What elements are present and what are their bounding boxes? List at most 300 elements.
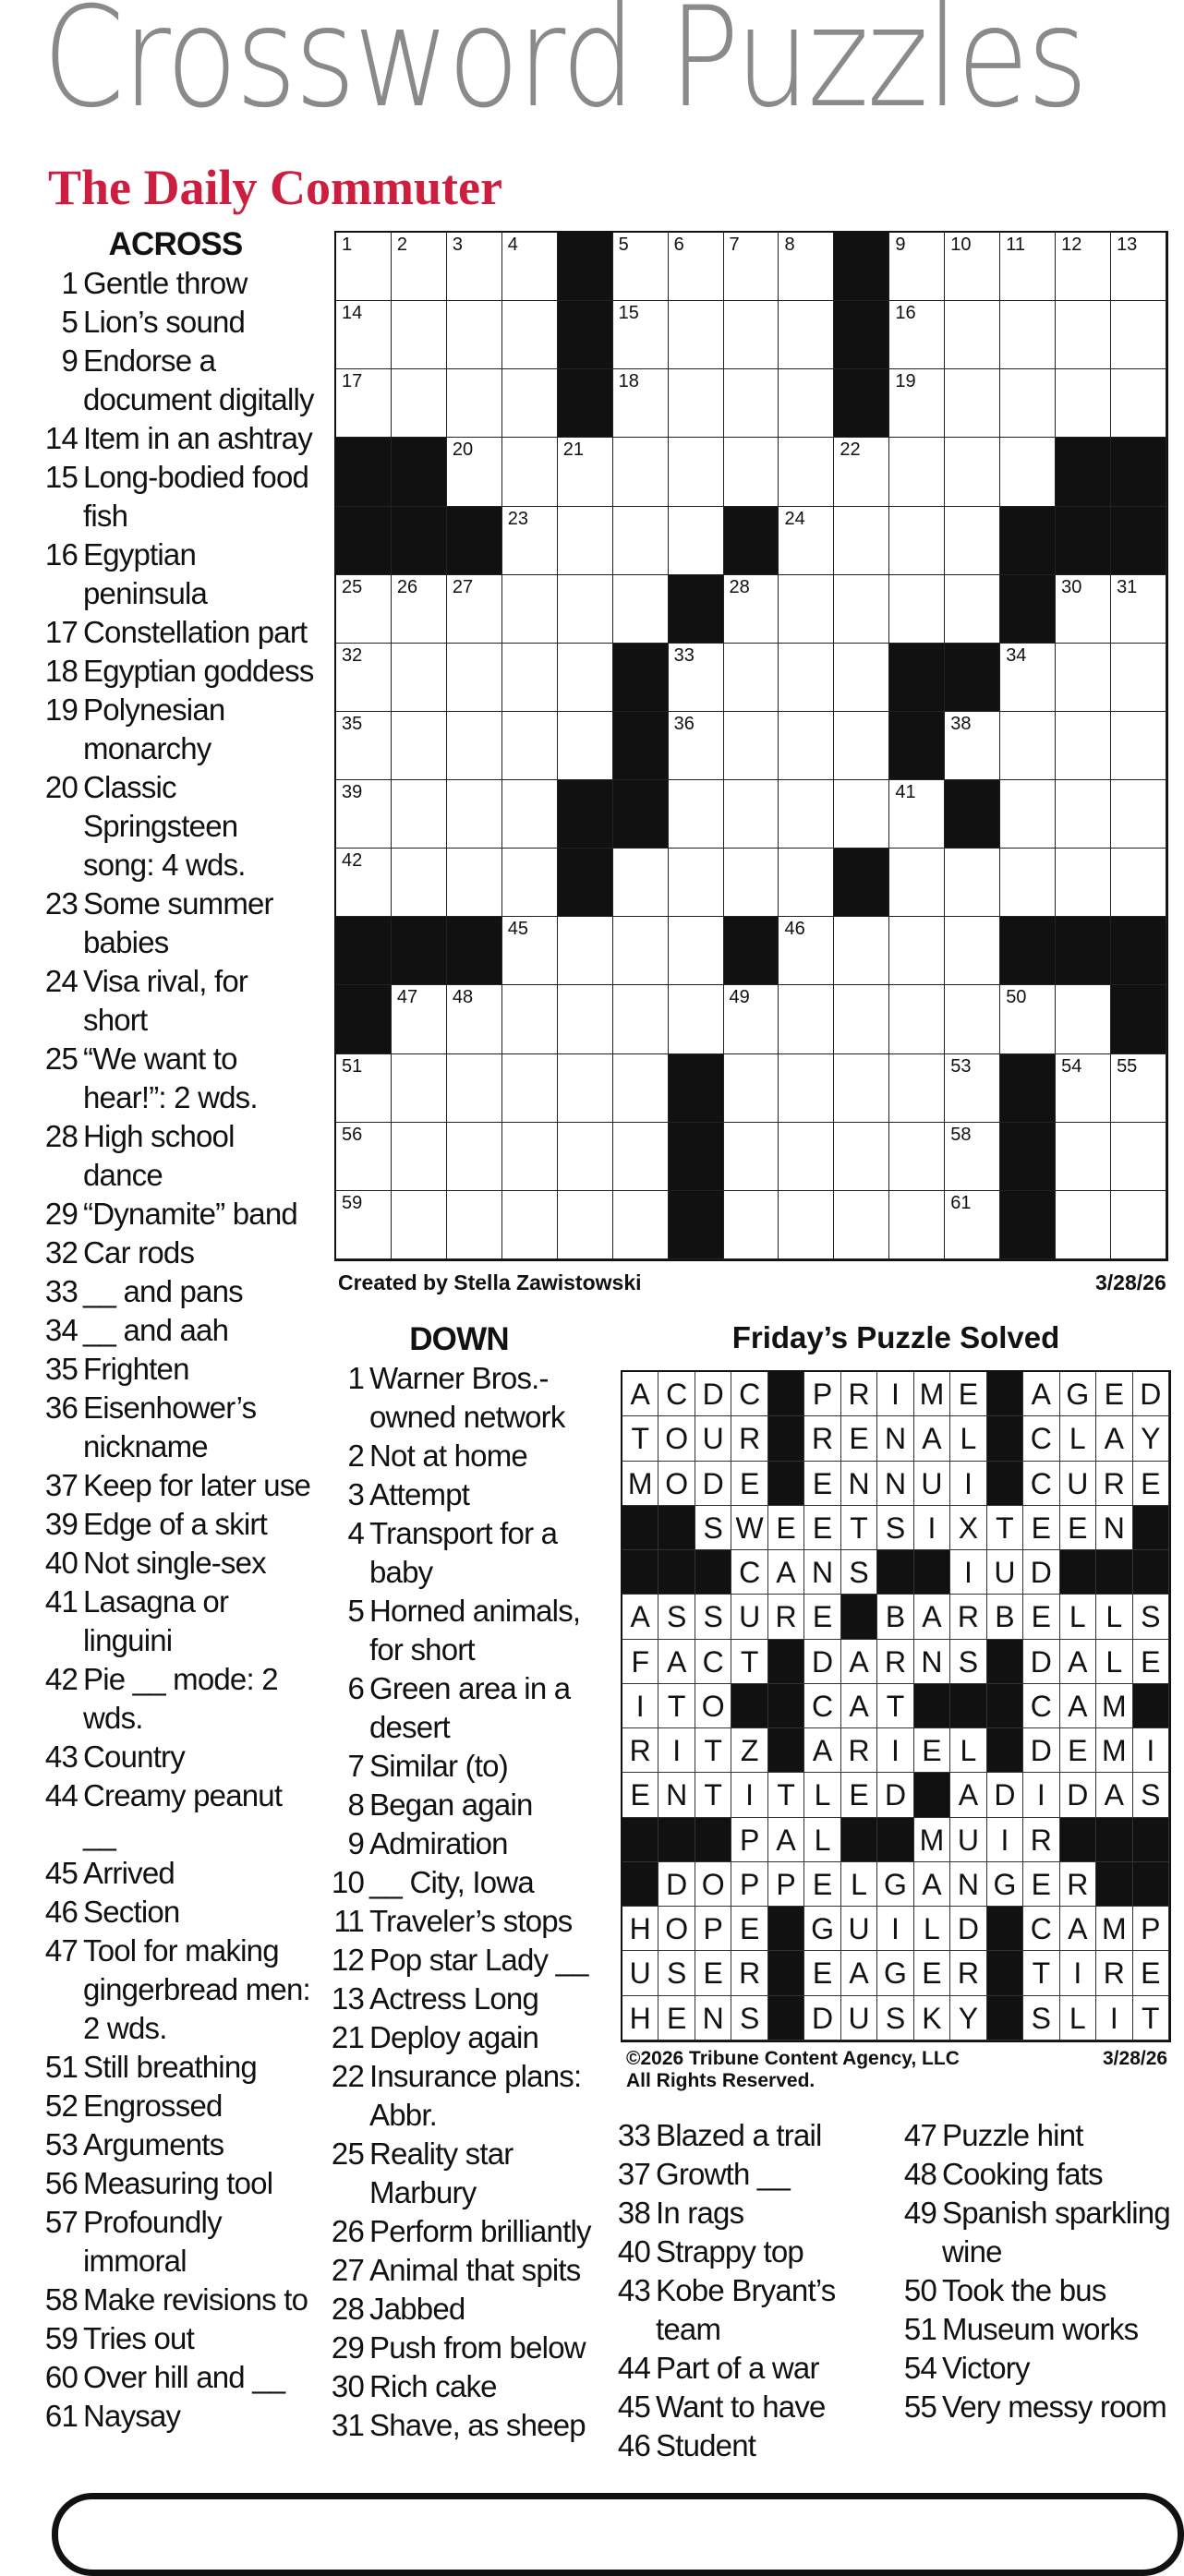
across-heading: ACROSS xyxy=(108,226,243,262)
clue-text: Keep for later use xyxy=(83,1468,311,1502)
solution-letter: P xyxy=(731,1818,767,1862)
grid-cell xyxy=(392,233,447,301)
solution-letter: E xyxy=(1023,1862,1059,1907)
clue-text: Pie __ mode: 2 wds. xyxy=(83,1662,278,1735)
grid-cell xyxy=(1056,985,1111,1053)
clue-number: 49 xyxy=(903,2196,936,2230)
solution-black-square xyxy=(1096,1550,1132,1595)
grid-cell xyxy=(669,985,724,1053)
solution-letter: D xyxy=(695,1372,731,1416)
clue-text: Eisenhower’s nickname xyxy=(83,1390,257,1463)
grid-cell xyxy=(834,780,889,849)
black-square xyxy=(1000,1054,1056,1123)
solution-letter: O xyxy=(658,1462,695,1506)
clue-number: 19 xyxy=(44,692,78,727)
grid-cell xyxy=(889,917,945,985)
grid-cell xyxy=(724,369,779,438)
clue-number: 1 xyxy=(347,1361,364,1395)
solution-letter: W xyxy=(731,1506,767,1550)
solution-letter: A xyxy=(622,1595,658,1639)
cell-number: 6 xyxy=(673,235,684,255)
clue-item xyxy=(37,419,314,458)
solution-letter: G xyxy=(1060,1372,1096,1416)
cell-number: 50 xyxy=(1006,987,1027,1008)
grid-cell xyxy=(336,1123,392,1191)
solution-letter: U xyxy=(841,1907,877,1951)
grid-cell xyxy=(613,849,669,917)
solution-letter: O xyxy=(658,1907,695,1951)
solution-letter: M xyxy=(1096,1684,1132,1728)
crossword-grid xyxy=(334,231,1168,1261)
solution-black-square xyxy=(1096,1818,1132,1862)
solution-letter: N xyxy=(695,1996,731,2040)
solution-letter: P xyxy=(731,1862,767,1907)
grid-cell xyxy=(724,1191,779,1259)
clue-item xyxy=(325,1902,593,1941)
clue-item xyxy=(37,1776,314,1854)
cell-number: 33 xyxy=(673,644,695,666)
clue-item xyxy=(37,303,314,342)
grid-cell xyxy=(889,369,945,438)
solution-letter: S xyxy=(950,1640,986,1684)
grid-cell xyxy=(724,780,779,849)
solution-black-square xyxy=(768,1907,804,1951)
clue-number: 11 xyxy=(333,1904,364,1938)
grid-cell xyxy=(502,575,558,644)
solution-letter: B xyxy=(987,1595,1023,1639)
grid-cell xyxy=(834,985,889,1053)
clue-number: 28 xyxy=(44,1119,78,1153)
solution-letter: F xyxy=(622,1640,658,1684)
cell-number: 1 xyxy=(342,235,353,255)
black-square xyxy=(834,301,889,369)
grid-cell xyxy=(502,438,558,506)
clue-item xyxy=(37,1544,314,1583)
clue-number: 24 xyxy=(44,964,78,998)
clue-item xyxy=(37,2397,314,2436)
clue-number: 43 xyxy=(44,1739,78,1774)
clue-number: 17 xyxy=(44,615,78,649)
cell-number: 9 xyxy=(895,235,906,255)
cell-number: 21 xyxy=(562,439,584,461)
grid-cell xyxy=(779,1054,834,1123)
clue-number: 47 xyxy=(903,2118,936,2152)
cell-number: 36 xyxy=(673,713,695,734)
grid-cell xyxy=(669,233,724,301)
clue-text: Deploy again xyxy=(369,2020,539,2054)
clue-item xyxy=(37,1932,314,2048)
clue-text: Actress Long xyxy=(369,1981,539,2016)
solution-letter: T xyxy=(1023,1951,1059,1995)
black-square xyxy=(889,712,945,780)
grid-cell xyxy=(336,233,392,301)
solution-letter: I xyxy=(1060,1951,1096,1995)
solution-letter: E xyxy=(1133,1951,1169,1995)
grid-cell xyxy=(336,1191,392,1259)
solution-letter: P xyxy=(768,1862,804,1907)
solution-letter: G xyxy=(804,1907,840,1951)
clue-text: “We want to hear!”: 2 wds. xyxy=(83,1041,258,1114)
solution-letter: Y xyxy=(950,1996,986,2040)
solution-black-square xyxy=(768,1996,804,2040)
clue-text: Car rods xyxy=(83,1235,195,1270)
clue-item xyxy=(37,613,314,652)
clue-item xyxy=(903,2310,1180,2349)
clue-text: Attempt xyxy=(369,1477,470,1511)
clue-number: 16 xyxy=(44,537,78,572)
solution-letter: E xyxy=(841,1773,877,1817)
solution-black-square xyxy=(622,1862,658,1907)
clue-text: Some summer babies xyxy=(83,886,273,959)
solution-letter: A xyxy=(658,1640,695,1684)
clue-number: 22 xyxy=(331,2059,364,2093)
clue-item xyxy=(37,1505,314,1544)
solution-letter: C xyxy=(1023,1684,1059,1728)
solution-letter: N xyxy=(841,1462,877,1506)
clue-item xyxy=(37,962,314,1040)
solution-letter: R xyxy=(1096,1951,1132,1995)
grid-cell xyxy=(669,644,724,712)
clue-text: Over hill and __ xyxy=(83,2360,285,2394)
grid-cell xyxy=(834,438,889,506)
solution-letter: D xyxy=(1023,1640,1059,1684)
solution-letter: A xyxy=(914,1595,950,1639)
grid-cell xyxy=(945,301,1000,369)
black-square xyxy=(613,780,669,849)
grid-cell xyxy=(1056,233,1111,301)
solution-letter: T xyxy=(658,1684,695,1728)
solution-letter: S xyxy=(695,1595,731,1639)
solution-letter: I xyxy=(622,1684,658,1728)
clue-text: Jabbed xyxy=(369,2292,465,2326)
clue-item xyxy=(903,2349,1180,2388)
black-square xyxy=(392,917,447,985)
black-square xyxy=(1000,917,1056,985)
grid-cell xyxy=(779,438,834,506)
grid-cell xyxy=(1111,301,1166,369)
cell-number: 26 xyxy=(396,576,418,597)
clue-item xyxy=(325,2057,593,2135)
clue-item xyxy=(617,2388,894,2426)
clue-number: 5 xyxy=(347,1594,364,1628)
clue-number: 21 xyxy=(331,2020,364,2054)
solution-letter: R xyxy=(950,1951,986,1995)
grid-cell xyxy=(613,233,669,301)
black-square xyxy=(1000,1191,1056,1259)
clue-number: 46 xyxy=(617,2428,650,2462)
cell-number: 13 xyxy=(1117,235,1138,255)
clue-number: 39 xyxy=(44,1507,78,1541)
solution-letter: L xyxy=(804,1773,840,1817)
grid-cell xyxy=(502,233,558,301)
grid-cell xyxy=(502,985,558,1053)
solution-letter: R xyxy=(841,1372,877,1416)
black-square xyxy=(1111,985,1166,1053)
clue-number: 45 xyxy=(617,2389,650,2424)
bottom-frame xyxy=(52,2493,1184,2576)
clue-text: Want to have xyxy=(656,2389,826,2424)
clue-number: 6 xyxy=(347,1671,364,1705)
grid-cell xyxy=(724,575,779,644)
grid-cell xyxy=(502,644,558,712)
black-square xyxy=(945,644,1000,712)
black-square xyxy=(613,644,669,712)
grid-cell xyxy=(779,985,834,1053)
solution-letter: I xyxy=(877,1372,913,1416)
clue-item xyxy=(37,2203,314,2281)
solution-black-square xyxy=(768,1951,804,1995)
solution-letter: R xyxy=(731,1951,767,1995)
clue-number: 37 xyxy=(617,2157,650,2191)
clue-number: 23 xyxy=(44,886,78,921)
solution-letter: Z xyxy=(731,1728,767,1773)
solution-letter: C xyxy=(1023,1416,1059,1461)
grid-cell xyxy=(392,849,447,917)
clue-number: 28 xyxy=(331,2292,364,2326)
clue-text: Classic Springsteen song: 4 wds. xyxy=(83,770,246,882)
clue-number: 13 xyxy=(331,1981,364,2016)
black-square xyxy=(392,507,447,575)
solution-grid xyxy=(621,1370,1171,2042)
clue-text: Growth __ xyxy=(656,2157,791,2191)
clue-number: 47 xyxy=(44,1933,78,1968)
clue-item xyxy=(37,1311,314,1350)
solution-letter: S xyxy=(841,1550,877,1595)
clue-item xyxy=(37,2358,314,2397)
clue-text: Country xyxy=(83,1739,185,1774)
black-square xyxy=(447,507,502,575)
solution-letter: A xyxy=(768,1818,804,1862)
black-square xyxy=(834,849,889,917)
solution-copyright xyxy=(626,2048,960,2092)
solution-letter: A xyxy=(1060,1640,1096,1684)
clue-item xyxy=(903,2116,1180,2155)
grid-cell xyxy=(1056,1123,1111,1191)
clue-item xyxy=(325,2212,593,2251)
solution-letter: C xyxy=(658,1372,695,1416)
black-square xyxy=(669,1191,724,1259)
clue-text: Strappy top xyxy=(656,2234,803,2269)
solution-letter: S xyxy=(1023,1996,1059,2040)
black-square xyxy=(558,780,613,849)
clue-number: 41 xyxy=(44,1584,78,1619)
clue-text: Rich cake xyxy=(369,2369,497,2403)
solution-letter: R xyxy=(622,1728,658,1773)
solution-letter: I xyxy=(1133,1728,1169,1773)
grid-cell xyxy=(1111,849,1166,917)
solution-heading: Friday’s Puzzle Solved xyxy=(731,1320,1060,1354)
solution-letter: E xyxy=(804,1862,840,1907)
solution-black-square xyxy=(1133,1684,1169,1728)
solution-letter: A xyxy=(841,1684,877,1728)
grid-cell xyxy=(945,233,1000,301)
solution-letter: U xyxy=(841,1996,877,2040)
solution-letter: S xyxy=(1133,1595,1169,1639)
cell-number: 53 xyxy=(950,1055,972,1077)
grid-cell xyxy=(834,1123,889,1191)
clue-number: 60 xyxy=(44,2360,78,2394)
cell-number: 23 xyxy=(507,508,529,529)
solution-letter: E xyxy=(658,1996,695,2040)
cell-number: 48 xyxy=(452,987,474,1008)
clue-item xyxy=(617,2233,894,2271)
solution-letter: E xyxy=(804,1506,840,1550)
clue-text: Admiration xyxy=(369,1826,508,1860)
clue-text: Insurance plans: Abbr. xyxy=(369,2059,582,2132)
solution-black-square xyxy=(1133,1818,1169,1862)
grid-cell xyxy=(945,369,1000,438)
grid-cell xyxy=(613,438,669,506)
cell-number: 28 xyxy=(729,576,750,597)
grid-cell xyxy=(1056,712,1111,780)
solution-letter: T xyxy=(731,1640,767,1684)
grid-cell xyxy=(613,917,669,985)
clue-item xyxy=(37,2281,314,2319)
clue-text: Pop star Lady __ xyxy=(369,1943,588,1977)
solution-letter: R xyxy=(841,1728,877,1773)
clue-item xyxy=(37,1893,314,1932)
clue-text: Egyptian goddess xyxy=(83,654,314,688)
clue-number: 51 xyxy=(903,2312,936,2346)
solution-black-square xyxy=(914,1684,950,1728)
clue-number: 9 xyxy=(61,343,78,378)
clue-number: 26 xyxy=(331,2214,364,2248)
clue-item xyxy=(903,2271,1180,2310)
solution-letter: D xyxy=(877,1773,913,1817)
grid-cell xyxy=(889,1054,945,1123)
black-square xyxy=(669,1054,724,1123)
solution-letter: A xyxy=(804,1728,840,1773)
grid-cell xyxy=(834,1054,889,1123)
clue-number: 48 xyxy=(903,2157,936,2191)
cell-number: 11 xyxy=(1006,235,1025,255)
black-square xyxy=(558,849,613,917)
solution-letter: U xyxy=(695,1416,731,1461)
grid-cell xyxy=(447,233,502,301)
grid-cell xyxy=(613,1191,669,1259)
grid-cell xyxy=(392,780,447,849)
clue-item xyxy=(325,2406,593,2445)
clue-number: 35 xyxy=(44,1352,78,1386)
solution-letter: X xyxy=(950,1506,986,1550)
clue-item xyxy=(903,2155,1180,2194)
grid-cell xyxy=(447,712,502,780)
clue-text: In rags xyxy=(656,2196,744,2230)
clue-item xyxy=(325,1980,593,2018)
solution-black-square xyxy=(622,1550,658,1595)
clue-number: 54 xyxy=(903,2351,936,2385)
cell-number: 51 xyxy=(342,1055,363,1077)
clue-number: 1 xyxy=(61,266,78,300)
black-square xyxy=(669,1123,724,1191)
copyright-line: All Rights Reserved. xyxy=(626,2070,816,2091)
solution-letter: I xyxy=(1096,1996,1132,2040)
grid-cell xyxy=(447,985,502,1053)
clue-item xyxy=(37,342,314,419)
solution-letter: L xyxy=(841,1862,877,1907)
black-square xyxy=(336,985,392,1053)
clue-text: Shave, as sheep xyxy=(369,2408,586,2442)
solution-letter: U xyxy=(1060,1462,1096,1506)
grid-cell xyxy=(613,575,669,644)
black-square xyxy=(724,507,779,575)
clue-text: Still breathing xyxy=(83,2050,257,2084)
cell-number: 45 xyxy=(507,919,529,940)
clue-item xyxy=(617,2116,894,2155)
solution-letter: D xyxy=(1023,1550,1059,1595)
clue-item xyxy=(325,2018,593,2057)
grid-cell xyxy=(945,849,1000,917)
grid-cell xyxy=(613,507,669,575)
clue-number: 33 xyxy=(617,2118,650,2152)
cell-number: 14 xyxy=(342,303,363,324)
clue-item xyxy=(37,1195,314,1234)
solution-letter: U xyxy=(987,1550,1023,1595)
grid-cell xyxy=(392,301,447,369)
grid-cell xyxy=(1111,1054,1166,1123)
clue-number: 40 xyxy=(44,1546,78,1580)
grid-cell xyxy=(336,712,392,780)
black-square xyxy=(447,917,502,985)
grid-cell xyxy=(1111,644,1166,712)
grid-cell xyxy=(447,438,502,506)
solution-letter: E xyxy=(1060,1506,1096,1550)
grid-cell xyxy=(558,712,613,780)
cell-number: 22 xyxy=(840,439,861,461)
solution-letter: C xyxy=(1023,1462,1059,1506)
grid-cell xyxy=(1111,780,1166,849)
grid-cell xyxy=(669,301,724,369)
clue-text: Arguments xyxy=(83,2127,224,2161)
grid-cell xyxy=(1056,575,1111,644)
grid-cell xyxy=(392,369,447,438)
grid-cell xyxy=(834,712,889,780)
grid-cell xyxy=(1056,301,1111,369)
clue-number: 45 xyxy=(44,1856,78,1890)
clue-item xyxy=(617,2155,894,2194)
grid-cell xyxy=(502,917,558,985)
solution-letter: L xyxy=(804,1818,840,1862)
solution-letter: L xyxy=(1060,1595,1096,1639)
clue-text: Egyptian peninsula xyxy=(83,537,208,610)
grid-cell xyxy=(1056,1191,1111,1259)
solution-black-square xyxy=(877,1550,913,1595)
black-square xyxy=(724,917,779,985)
cell-number: 55 xyxy=(1117,1055,1138,1077)
solution-black-square xyxy=(622,1818,658,1862)
black-square xyxy=(1000,1123,1056,1191)
solution-letter: D xyxy=(950,1907,986,1951)
grid-cell xyxy=(779,233,834,301)
solution-letter: S xyxy=(877,1996,913,2040)
clue-number: 4 xyxy=(347,1516,364,1550)
solution-letter: A xyxy=(1096,1416,1132,1461)
grid-cell xyxy=(558,1191,613,1259)
clue-item xyxy=(37,1389,314,1466)
clue-text: Blazed a trail xyxy=(656,2118,822,2152)
black-square xyxy=(1111,917,1166,985)
black-square xyxy=(336,438,392,506)
solution-letter: E xyxy=(695,1951,731,1995)
grid-cell xyxy=(669,369,724,438)
clue-item xyxy=(617,2194,894,2233)
cell-number: 19 xyxy=(895,371,916,392)
grid-cell xyxy=(889,985,945,1053)
clue-number: 29 xyxy=(44,1197,78,1231)
solution-black-square xyxy=(914,1550,950,1595)
solution-letter: R xyxy=(804,1416,840,1461)
creator-credit: Created by Stella Zawistowski xyxy=(338,1270,642,1294)
